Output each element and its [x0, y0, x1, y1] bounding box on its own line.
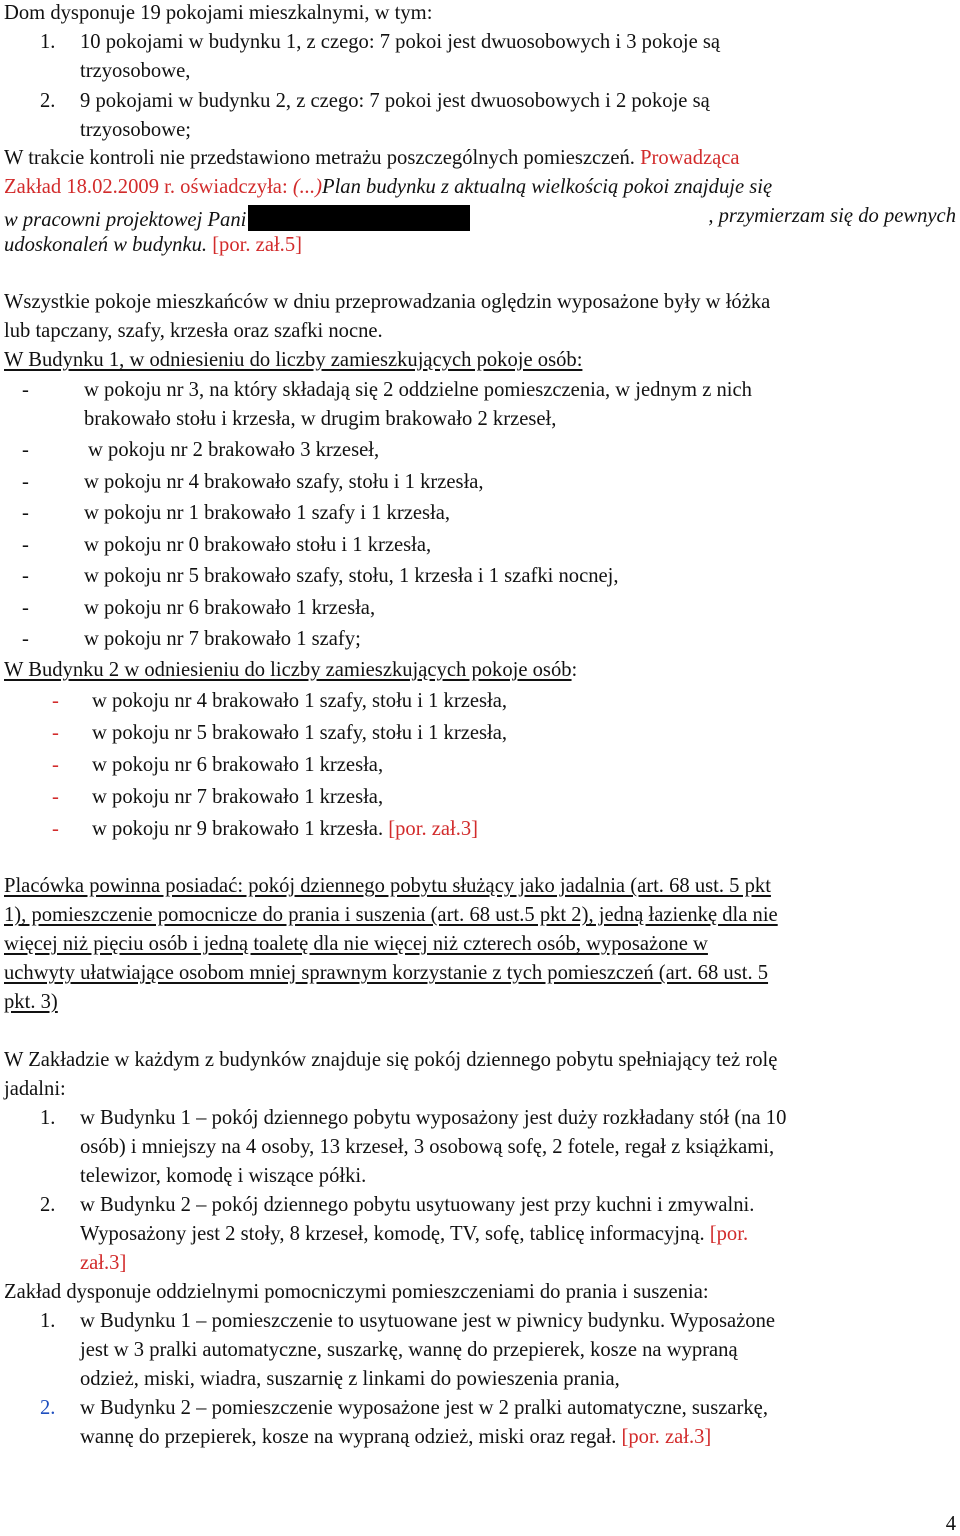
- quote-text: , przymierzam się do pewnych: [708, 205, 956, 227]
- dining-text: jadalni:: [4, 1078, 66, 1100]
- reference: [por. zał.3]: [388, 818, 479, 840]
- control-note: [4, 147, 740, 170]
- building2-header-text: W Budynku 2 w odniesieniu do liczby zamieszkujących pokoje osób: [4, 659, 572, 681]
- list-item-cont: telewizor, komodę i wiszące półki.: [80, 1165, 367, 1187]
- dash: -: [52, 690, 59, 712]
- requirement-line: uchwyty ułatwiające osobom mniej sprawnym korzystanie z tych pomieszczeń (art. 68 ust. 5: [4, 962, 769, 984]
- dash: -: [52, 786, 59, 808]
- list-item-cont: trzyosobowe,: [80, 60, 191, 82]
- list-item-text: w Budynku 1 – pokój dziennego pobytu wyposażony jest duży rozkładany stół (na 10: [80, 1107, 787, 1129]
- list-item: w pokoju nr 6 brakowało 1 krzesła,: [92, 754, 384, 776]
- list-item: w Budynku 1 – pomieszczenie to usytuowane jest w piwnicy budynku. Wyposażone: [80, 1310, 776, 1332]
- list-item-cont: odzież, miski, wiadra, suszarnię z linkami do powieszenia prania,: [80, 1368, 620, 1390]
- quote-text: Plan budynku z aktualną wielkością pokoi znajduje się: [322, 176, 773, 198]
- reference: zał.3]: [80, 1252, 127, 1274]
- list-item: w pokoju nr 7 brakowało 1 krzesła,: [92, 786, 384, 808]
- control-note-text: W trakcie kontroli nie przedstawiono metrażu poszczególnych pomieszczeń.: [4, 147, 635, 169]
- dash: -: [52, 722, 59, 744]
- quote-open: (...): [292, 176, 322, 198]
- list-item: w Budynku 2 – pokój dziennego pobytu usytuowany jest przy kuchni i zmywalni.: [80, 1194, 755, 1216]
- list-item-cont: [80, 1426, 711, 1449]
- control-note-date: Zakład 18.02.2009 r. oświadczyła:: [4, 176, 288, 198]
- list-item: w pokoju nr 0 brakowało stołu i 1 krzesła,: [84, 534, 432, 556]
- list-item: 10 pokojami w budynku 1, z czego: 7 pokoi jest dwuosobowych i 3 pokoje są: [80, 31, 721, 53]
- intro-text: Dom dysponuje 19 pokojami mieszkalnymi, w tym:: [4, 2, 433, 24]
- reference: [por. zał.5]: [212, 234, 302, 256]
- dining-text: W Zakładzie w każdym z budynków znajduje się pokój dziennego pobytu spełniający też rolę: [4, 1049, 778, 1071]
- dash: -: [22, 534, 29, 556]
- list-item: w pokoju nr 4 brakowało szafy, stołu i 1 krzesła,: [84, 471, 484, 493]
- requirement-line: pkt. 3): [4, 991, 58, 1013]
- requirement-line: więcej niż pięciu osób i jedną toaletę dla nie więcej niż czterech osób, wyposażone w: [4, 933, 708, 955]
- list-num: 1.: [40, 31, 56, 53]
- list-num: 2.: [40, 1397, 56, 1419]
- list-num: 2.: [40, 1194, 56, 1216]
- list-item-cont: jest w 3 pralki automatyczne, suszarkę, wannę do przepierek, kosze na wypraną: [80, 1339, 738, 1361]
- list-item: w pokoju nr 7 brakowało 1 szafy;: [84, 628, 361, 650]
- list-item: w pokoju nr 3, na który składają się 2 oddzielne pomieszczenia, w jednym z nich: [84, 379, 752, 401]
- list-num: 2.: [40, 90, 56, 112]
- list-item-cont: osób) i mniejszy na 4 osoby, 13 krzeseł, 3 osobową sofę, 2 fotele, regał z książkami,: [80, 1136, 775, 1158]
- list-item: w pokoju nr 5 brakowało szafy, stołu, 1 krzesła i 1 szafki nocnej,: [84, 565, 619, 587]
- building1-header: W Budynku 1, w odniesieniu do liczby zamieszkujących pokoje osób:: [4, 349, 583, 371]
- list-item-cont: [80, 1223, 748, 1246]
- furnishing-text: lub tapczany, szafy, krzesła oraz szafki nocne.: [4, 320, 383, 342]
- requirement-line: Placówka powinna posiadać: pokój dziennego pobytu służący jako jadalnia (art. 68 ust. 5 pkt: [4, 875, 771, 897]
- list-item: [80, 1107, 956, 1130]
- list-num: 1.: [40, 1310, 56, 1332]
- list-item: w pokoju nr 4 brakowało 1 szafy, stołu i 1 krzesła,: [92, 690, 508, 712]
- list-item-text: wannę do przepierek, kosze na wypraną odzież, miski oraz regał.: [80, 1426, 617, 1448]
- dash: -: [22, 597, 29, 619]
- list-num: 1.: [40, 1107, 56, 1129]
- list-item: w pokoju nr 6 brakowało 1 krzesła,: [84, 597, 376, 619]
- reference: [por.: [709, 1223, 749, 1245]
- dash: -: [52, 754, 59, 776]
- dash: -: [22, 379, 29, 401]
- dash: -: [52, 818, 59, 840]
- list-item: w pokoju nr 1 brakowało 1 szafy i 1 krzesła,: [84, 502, 451, 524]
- colon: :: [571, 659, 578, 681]
- reference: [por. zał.3]: [621, 1426, 712, 1448]
- dash: -: [22, 439, 29, 461]
- dash: -: [22, 565, 29, 587]
- list-item-text: Wyposażony jest 2 stoły, 8 krzeseł, komodę, TV, sofę, tablicę informacyjną.: [80, 1223, 705, 1245]
- list-item-cont: brakowało stołu i krzesła, w drugim brakowało 2 krzeseł,: [84, 408, 557, 430]
- requirement-line: 1), pomieszczenie pomocnicze do prania i suszenia (art. 68 ust.5 pkt 2), jedną łazienkę dla nie: [4, 904, 778, 926]
- control-note-text-red: Prowadząca: [640, 147, 740, 169]
- page-number: 4: [945, 1513, 956, 1535]
- list-item: w pokoju nr 2 brakowało 3 krzeseł,: [88, 439, 380, 461]
- quote-text: w pracowni projektowej Pani: [4, 209, 247, 231]
- list-item-cont: trzyosobowe;: [80, 119, 191, 141]
- furnishing-text: Wszystkie pokoje mieszkańców w dniu przeprowadzania oględzin wyposażone były w łóżka: [4, 291, 771, 313]
- control-note-line: [4, 234, 302, 257]
- dash: -: [22, 628, 29, 650]
- list-item: [92, 818, 478, 841]
- list-item: w Budynku 2 – pomieszczenie wyposażone jest w 2 pralki automatyczne, suszarkę,: [80, 1397, 768, 1419]
- list-item: 9 pokojami w budynku 2, z czego: 7 pokoi jest dwuosobowych i 2 pokoje są: [80, 90, 710, 112]
- quote-text: udoskonaleń w budynku.: [4, 234, 208, 256]
- list-item: w pokoju nr 5 brakowało 1 szafy, stołu i 1 krzesła,: [92, 722, 508, 744]
- redaction-bar: [248, 205, 470, 231]
- control-note-line: [4, 205, 956, 232]
- dash: -: [22, 471, 29, 493]
- list-item-text: w pokoju nr 9 brakowało 1 krzesła.: [92, 818, 384, 840]
- control-note-line: [4, 176, 772, 199]
- dash: -: [22, 502, 29, 524]
- laundry-text: Zakład dysponuje oddzielnymi pomocniczymi pomieszczeniami do prania i suszenia:: [4, 1281, 709, 1303]
- building2-header: [4, 659, 577, 682]
